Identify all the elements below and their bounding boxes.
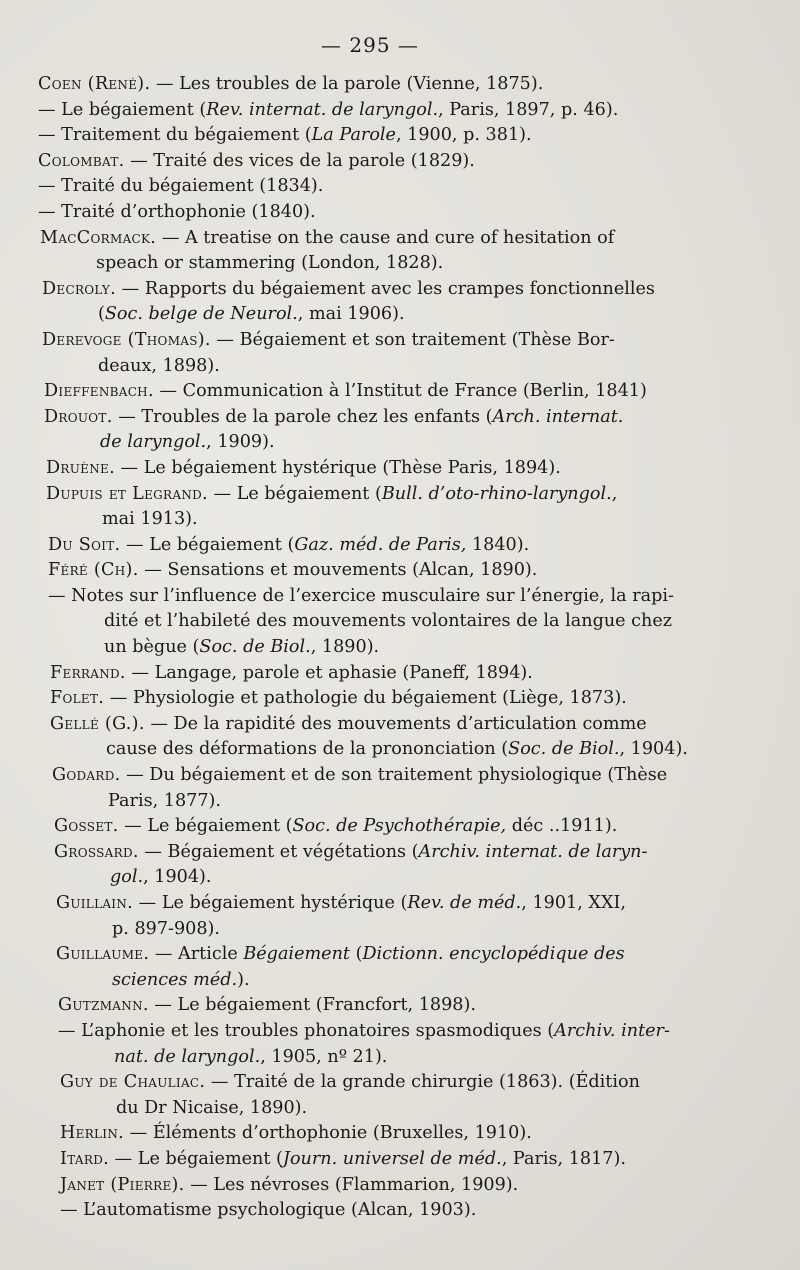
entry-text: Paris, 1877). (108, 790, 222, 811)
entry-first-line (44, 405, 738, 431)
entry-text: — Le bégaiement ( (38, 99, 207, 120)
bibliography-entry (38, 174, 738, 200)
entry-first-line (48, 584, 738, 610)
entry-first-line (38, 149, 738, 175)
publication-title: Bull. d’oto-rhino-laryngol. (381, 483, 612, 504)
bibliography-entry (38, 149, 738, 175)
bibliography-entry (44, 405, 738, 456)
author-name: Itard. (60, 1148, 110, 1169)
entry-continuation-line (42, 302, 738, 328)
entry-text: cause des déformations de la prononciation ( (106, 739, 509, 760)
entry-text: — Le bégaiement hystérique ( (133, 893, 408, 913)
publication-title: Rev. de méd. (407, 893, 522, 913)
entry-continuation-line (46, 507, 738, 533)
entry-text: — Communication à l’Institut de France (Berlin, 1841) (153, 381, 647, 402)
bibliography-entry (56, 891, 738, 942)
publication-title: Bégaiement (243, 944, 350, 965)
publication-title: Archiv. internat. de laryn- (418, 841, 648, 862)
publication-title: Rev. internat. de laryngol. (206, 99, 439, 120)
entry-text: , 1909). (206, 432, 275, 453)
bibliography-list (38, 72, 738, 1224)
author-name: Ferrand. (50, 662, 126, 683)
entry-first-line (54, 814, 738, 840)
entry-first-line (52, 763, 738, 789)
entry-text: ( (98, 304, 105, 325)
entry-text: — L’automatisme psychologique (Alcan, 1903). (60, 1200, 477, 1221)
entry-first-line (38, 72, 738, 98)
entry-text: — Traité d’orthophonie (1840). (38, 201, 316, 222)
entry-first-line (38, 200, 738, 226)
entry-text: — Article (149, 944, 244, 965)
bibliography-entry (50, 686, 738, 712)
entry-first-line (60, 1147, 738, 1173)
author-name: Guillaume. (56, 944, 150, 965)
author-name: Folet. (50, 688, 105, 709)
author-name: Guy de Chauliac. (60, 1072, 206, 1093)
bibliography-entry (58, 993, 738, 1019)
entry-first-line (60, 1121, 738, 1147)
entry-first-line (60, 1198, 738, 1224)
publication-title: Soc. de Psychothérapie, (292, 816, 507, 837)
entry-text: p. 897-908). (112, 918, 221, 939)
publication-title: Dictionn. encyclopédique des (362, 944, 625, 965)
bibliography-entry (56, 942, 738, 993)
entry-text: — Troubles de la parole chez les enfants ( (112, 406, 493, 427)
entry-text: — Le bégaiement hystérique (Thèse Paris, 1894). (114, 457, 561, 478)
bibliography-entry (48, 558, 738, 584)
entry-first-line (38, 174, 738, 200)
bibliography-entry (38, 123, 738, 149)
entry-text: , 1900, p. 381). (395, 125, 532, 146)
entry-text: — De la rapidité des mouvements d’articulation comme (144, 713, 647, 734)
entry-text: — Le bégaiement ( (120, 534, 295, 555)
author-name: Du Soit. (48, 534, 121, 555)
bibliography-entry (46, 482, 738, 533)
entry-text: , Paris, 1817). (501, 1148, 626, 1169)
entry-text: dité et l’habileté des mouvements volontaires de la langue chez (104, 611, 673, 632)
bibliography-entry (38, 98, 738, 124)
entry-text: 1840). (466, 534, 530, 555)
publication-title: gol. (110, 867, 144, 888)
entry-text: , 1890). (310, 637, 380, 658)
author-name: Drouot. (44, 406, 113, 427)
bibliography-entry (58, 1019, 738, 1070)
bibliography-entry (38, 72, 738, 98)
bibliography-entry (50, 712, 738, 763)
entry-text: — Bégaiement et végétations ( (138, 841, 419, 862)
author-name: Féré (Ch). (48, 560, 139, 581)
entry-text: — Les troubles de la parole (Vienne, 1875). (150, 74, 544, 94)
entry-first-line (54, 840, 738, 866)
author-name: Druène. (46, 457, 115, 478)
entry-text: — Rapports du bégaiement avec les crampes fonctionnelles (116, 278, 655, 299)
entry-text: , 1904). (619, 739, 688, 760)
author-name: Janet (Pierre). (60, 1174, 185, 1195)
entry-first-line (46, 482, 738, 508)
entry-first-line (56, 942, 738, 968)
author-name: Dieffenbach. (44, 381, 154, 402)
entry-text: — Notes sur l’influence de l’exercice musculaire sur l’énergie, la rapi- (48, 585, 674, 606)
entry-first-line (60, 1070, 738, 1096)
entry-first-line (50, 712, 738, 738)
entry-first-line (58, 993, 738, 1019)
publication-title: Soc. de Biol. (199, 637, 311, 658)
entry-first-line (38, 123, 738, 149)
publication-title: La Parole (311, 125, 396, 146)
bibliography-entry (54, 814, 738, 840)
publication-title: Journ. universel de méd. (282, 1148, 502, 1169)
bibliography-entry (52, 763, 738, 814)
entry-first-line (42, 277, 738, 303)
entry-text: — L’aphonie et les troubles phonatoires spasmodiques ( (58, 1020, 555, 1041)
entry-text: — Physiologie et pathologie du bégaiement (Liège, 1873). (104, 688, 627, 709)
entry-text: un bègue ( (104, 637, 200, 658)
entry-text: — Le bégaiement ( (118, 816, 293, 837)
entry-text: , 1905, nº 21). (260, 1046, 388, 1067)
entry-continuation-line (48, 635, 738, 661)
entry-text: — Du bégaiement et de son traitement physiologique (Thèse (120, 765, 668, 786)
bibliography-entry (60, 1147, 738, 1173)
bibliography-entry (42, 328, 738, 379)
entry-first-line (56, 891, 738, 917)
entry-continuation-line (56, 917, 738, 943)
entry-text: deaux, 1898). (98, 355, 220, 376)
bibliography-entry (54, 840, 738, 891)
author-name: Dupuis et Legrand. (46, 483, 208, 504)
author-name: Gellé (G.). (50, 713, 145, 734)
entry-text: — Traité de la grande chirurgie (1863). (Édition (205, 1072, 640, 1093)
entry-first-line (48, 533, 738, 559)
page-number: — 295 — (321, 33, 419, 57)
publication-title: Arch. internat. (492, 406, 624, 427)
bibliography-entry (38, 200, 738, 226)
author-name: Gutzmann. (58, 995, 149, 1016)
entry-text: — Les névroses (Flammarion, 1909). (184, 1174, 519, 1195)
author-name: Herlin. (60, 1123, 125, 1144)
entry-first-line (46, 456, 738, 482)
entry-text: — Éléments d’orthophonie (Bruxelles, 1910). (124, 1123, 532, 1144)
bibliography-entry (44, 379, 738, 405)
publication-title: sciences méd. (112, 969, 238, 990)
entry-continuation-line (50, 737, 738, 763)
entry-first-line (38, 98, 738, 124)
bibliography-entry (60, 1070, 738, 1121)
entry-text: — Traité des vices de la parole (1829). (124, 150, 475, 171)
entry-continuation-line (40, 251, 738, 277)
entry-first-line (60, 1173, 738, 1199)
author-name: Gosset. (54, 816, 119, 837)
author-name: Grossard. (54, 841, 139, 862)
bibliography-entry (60, 1173, 738, 1199)
publication-title: Archiv. inter- (554, 1020, 670, 1041)
entry-text: , 1904). (143, 867, 212, 888)
bibliography-entry (42, 277, 738, 328)
entry-first-line (44, 379, 738, 405)
bibliography-entry (60, 1198, 738, 1224)
entry-text: mai 1913). (102, 509, 198, 530)
entry-text: — Bégaiement et son traitement (Thèse Bor- (210, 329, 615, 350)
entry-first-line (58, 1019, 738, 1045)
entry-continuation-line (52, 789, 738, 815)
entry-continuation-line (42, 354, 738, 380)
author-name: MacCormack. (40, 227, 157, 248)
entry-continuation-line (56, 968, 738, 994)
publication-title: de laryngol. (100, 432, 207, 453)
entry-text: — Traité du bégaiement (1834). (38, 176, 324, 197)
entry-continuation-line (48, 609, 738, 635)
entry-first-line (42, 328, 738, 354)
entry-text: , (611, 483, 618, 504)
entry-text: ). (237, 969, 250, 990)
entry-text: — Le bégaiement ( (109, 1148, 283, 1169)
entry-text: du Dr Nicaise, 1890). (116, 1097, 308, 1118)
entry-text: — Langage, parole et aphasie (Paneff, 1894). (125, 662, 533, 683)
entry-continuation-line (54, 865, 738, 891)
entry-text: — Traitement du bégaiement ( (38, 125, 312, 146)
bibliography-entry (60, 1121, 738, 1147)
entry-text: , mai 1906). (297, 304, 405, 325)
entry-first-line (48, 558, 738, 584)
entry-text: — Le bégaiement ( (207, 483, 382, 504)
entry-text: ( (349, 944, 363, 965)
entry-first-line (40, 226, 738, 252)
author-name: Godard. (52, 765, 121, 786)
author-name: Colombat. (38, 150, 125, 171)
entry-text: , Paris, 1897, p. 46). (438, 99, 619, 120)
bibliography-entry (40, 226, 738, 277)
publication-title: nat. de laryngol. (114, 1046, 261, 1067)
publication-title: Soc. belge de Neurol. (104, 304, 298, 325)
entry-text: — Le bégaiement (Francfort, 1898). (148, 995, 476, 1016)
entry-text: — Sensations et mouvements (Alcan, 1890). (138, 560, 538, 581)
author-name: Decroly. (42, 278, 117, 299)
entry-text: — A treatise on the cause and cure of hesitation of (156, 227, 615, 248)
bibliography-entry (50, 661, 738, 687)
author-name: Guillain. (56, 893, 134, 913)
publication-title: Gaz. méd. de Paris, (294, 534, 467, 555)
bibliography-entry (46, 456, 738, 482)
entry-first-line (50, 661, 738, 687)
entry-continuation-line (58, 1045, 738, 1071)
entry-continuation-line (44, 430, 738, 456)
author-name: Coen (René). (38, 74, 151, 94)
entry-text: , 1901, XXI, (521, 893, 627, 913)
entry-continuation-line (60, 1096, 738, 1122)
entry-text: déc ..1911). (506, 816, 618, 837)
bibliography-entry (48, 584, 738, 661)
publication-title: Soc. de Biol. (508, 739, 620, 760)
entry-text: speach or stammering (London, 1828). (96, 253, 444, 274)
author-name: Derevoge (Thomas). (42, 329, 211, 350)
entry-first-line (50, 686, 738, 712)
bibliography-entry (48, 533, 738, 559)
